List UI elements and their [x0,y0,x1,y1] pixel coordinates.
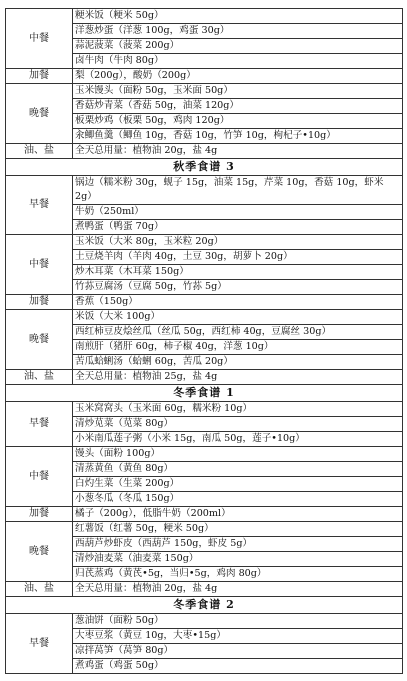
meal-row [6,84,403,144]
meal-items [73,144,403,159]
meal-items [73,447,403,507]
dish-item: 汆鲫鱼羹（鲫鱼 10g，香菇 10g，竹笋 10g，枸杞子•10g） [73,128,402,143]
meal-label: 加餐 [6,69,73,84]
meal-items [73,84,403,144]
dish-item: 全天总用量：植物油 20g，盐 4g [75,583,218,594]
dish-item: 苦瓜蛤蜊汤（蛤蜊 60g，苦瓜 20g） [73,354,402,369]
dish-item: 煮鸭蛋（鸭蛋 70g） [73,219,402,234]
dish-item: 梨（200g），酸奶（200g） [75,70,196,81]
dish-item: 红薯饭（红薯 50g，粳米 50g） [75,523,214,534]
meal-items [73,582,403,597]
section-header [6,385,403,402]
meal-row [6,235,403,295]
dish-item: 煮鸡蛋（鸡蛋 50g） [73,658,402,673]
meal-label: 中餐 [6,447,73,507]
menu-page [5,8,403,674]
dish-item: 卤牛肉（牛肉 80g） [73,53,402,68]
dish-item: 香蕉（150g） [75,296,138,307]
dish-item: 西葫芦炒虾皮（西葫芦 150g，虾皮 5g） [73,536,402,551]
meal-label: 晚餐 [6,310,73,370]
meal-items [73,9,403,69]
meal-label: 油、盐 [6,144,73,159]
dish-item: 小葱冬瓜（冬瓜 150g） [73,491,402,506]
meal-items [73,614,403,674]
meal-label: 加餐 [6,507,73,522]
meal-row [6,144,403,159]
dish-item: 竹荪豆腐汤（豆腐 50g，竹荪 5g） [73,279,402,294]
meal-label: 中餐 [6,9,73,69]
dish-item: 西红柿豆皮烩丝瓜（丝瓜 50g，西红柿 40g，豆腐丝 30g） [73,324,402,339]
dish-item: 馒头（面粉 100g） [75,448,161,459]
dish-item: 米饭（大米 100g） [75,311,161,322]
dish-item: 玉米馒头（面粉 50g，玉米面 50g） [75,85,233,96]
dish-item: 橘子（200g），低脂牛奶（200ml） [75,508,231,519]
meal-label: 油、盐 [6,582,73,597]
meal-row [6,295,403,310]
meal-label: 早餐 [6,176,73,235]
meal-items [73,370,403,385]
dish-item: 炒木耳菜（木耳菜 150g） [73,264,402,279]
meal-label: 油、盐 [6,370,73,385]
menu-table-body [6,9,403,674]
meal-row [6,507,403,522]
dish-item: 洋葱炒蛋（洋葱 100g，鸡蛋 30g） [73,23,402,38]
dish-item: 香菇炒青菜（香菇 50g，油菜 120g） [73,98,402,113]
section-title: 秋季食谱 3 [6,159,403,176]
dish-item: 粳米饭（粳米 50g） [75,10,164,21]
meal-row [6,370,403,385]
meal-label: 加餐 [6,295,73,310]
menu-table [5,8,403,674]
meal-label: 晚餐 [6,522,73,582]
meal-row [6,9,403,69]
dish-item: 清蒸黄鱼（黄鱼 80g） [73,461,402,476]
meal-row [6,69,403,84]
dish-item: 归芪蒸鸡（黄芪•5g，当归•5g，鸡肉 80g） [73,566,402,581]
meal-label: 早餐 [6,402,73,447]
dish-item: 牛奶（250ml） [73,204,402,219]
meal-row [6,310,403,370]
meal-row [6,447,403,507]
meal-items [73,507,403,522]
meal-row [6,522,403,582]
meal-row [6,582,403,597]
dish-item: 小米南瓜莲子粥（小米 15g，南瓜 50g，莲子•10g） [73,431,402,446]
meal-items [73,310,403,370]
section-title: 冬季食谱 2 [6,597,403,614]
section-header [6,159,403,176]
meal-label: 早餐 [6,614,73,674]
meal-items [73,522,403,582]
dish-item: 全天总用量：植物油 25g，盐 4g [75,371,218,382]
meal-row [6,176,403,235]
meal-items [73,402,403,447]
dish-item: 南煎肝（猪肝 60g，柿子椒 40g，洋葱 10g） [73,339,402,354]
dish-item: 白灼生菜（生菜 200g） [73,476,402,491]
dish-item: 玉米窝窝头（玉米面 60g，糯米粉 10g） [75,403,253,414]
meal-label: 中餐 [6,235,73,295]
dish-item: 蒜泥菠菜（菠菜 200g） [73,38,402,53]
meal-items [73,235,403,295]
section-header [6,597,403,614]
dish-item: 大枣豆浆（黄豆 10g，大枣•15g） [73,628,402,643]
meal-row [6,402,403,447]
dish-item: 玉米饭（大米 80g，玉米粒 20g） [75,236,224,247]
dish-item: 凉拌莴笋（莴笋 80g） [73,643,402,658]
meal-label: 晚餐 [6,84,73,144]
section-title: 冬季食谱 1 [6,385,403,402]
meal-items [73,69,403,84]
meal-items [73,176,403,235]
dish-item: 全天总用量：植物油 20g，盐 4g [75,145,218,156]
dish-item: 葱油饼（面粉 50g） [75,615,164,626]
dish-item: 清炒苋菜（苋菜 80g） [73,416,402,431]
dish-item: 锅边（糯米粉 30g，蚬子 15g，油菜 15g，芹菜 10g，香菇 10g，虾米 2g） [75,177,384,202]
dish-item: 土豆烧羊肉（羊肉 40g，土豆 30g，胡萝卜 20g） [73,249,402,264]
dish-item: 清炒油麦菜（油麦菜 150g） [73,551,402,566]
dish-item: 板栗炒鸡（板栗 50g，鸡肉 120g） [73,113,402,128]
meal-items [73,295,403,310]
meal-row [6,614,403,674]
